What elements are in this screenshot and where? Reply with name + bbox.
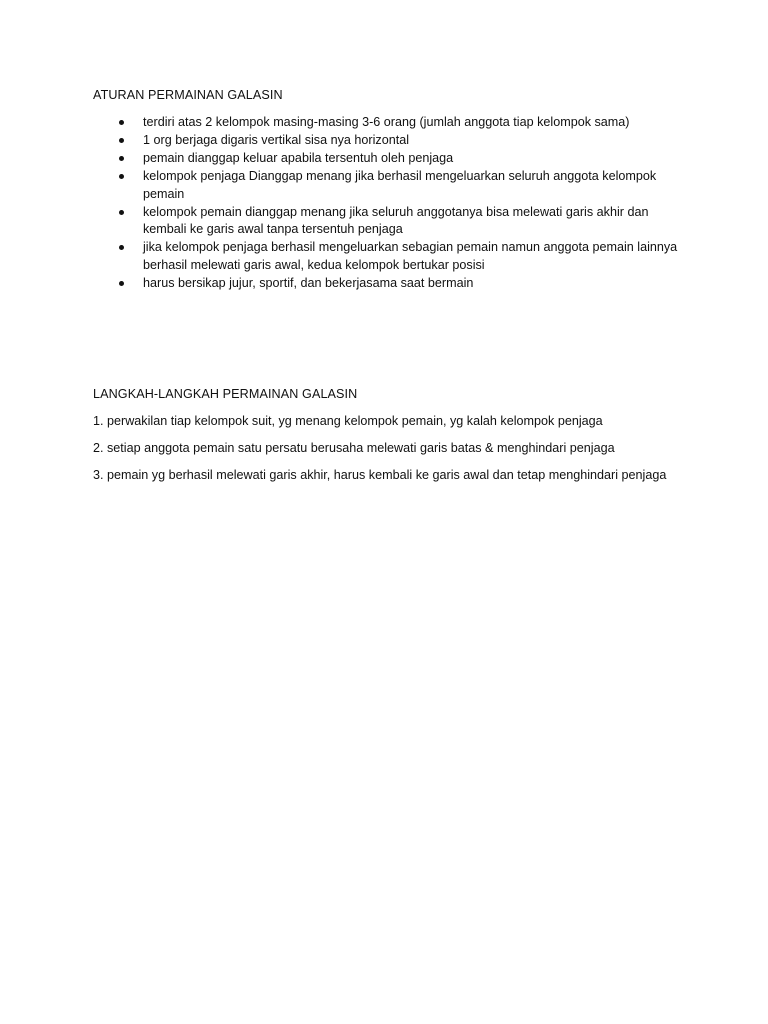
rule-text: terdiri atas 2 kelompok masing-masing 3-6 orang (jumlah anggota tiap kelompok sama)	[143, 115, 630, 129]
bullet-icon	[119, 138, 124, 143]
step-paragraph: 2. setiap anggota pemain satu persatu berusaha melewati garis batas & menghindari penjaga	[93, 441, 615, 455]
step-paragraph: 3. pemain yg berhasil melewati garis akhir, harus kembali ke garis awal dan tetap menghindari penjaga	[93, 468, 667, 482]
bullet-icon	[119, 245, 124, 250]
bullet-icon	[119, 210, 124, 215]
bullet-icon	[119, 281, 124, 286]
list-item	[93, 204, 693, 239]
rule-text: jika kelompok penjaga berhasil mengeluarkan sebagian pemain namun anggota pemain lainnya berhasil melewati garis awal, kedua kelompok bertukar posisi	[143, 240, 678, 272]
rules-list	[93, 114, 693, 293]
steps-heading: LANGKAH-LANGKAH PERMAINAN GALASIN	[93, 387, 358, 401]
rule-text: pemain dianggap keluar apabila tersentuh oleh penjaga	[143, 151, 454, 165]
list-item	[93, 239, 693, 274]
rule-text: 1 org berjaga digaris vertikal sisa nya horizontal	[143, 133, 410, 147]
rule-text: harus bersikap jujur, sportif, dan bekerjasama saat bermain	[143, 275, 474, 290]
list-item	[93, 114, 693, 132]
step-paragraph: 1. perwakilan tiap kelompok suit, yg menang kelompok pemain, yg kalah kelompok penjaga	[93, 414, 603, 428]
list-item	[93, 132, 693, 150]
bullet-icon	[119, 120, 124, 125]
list-item	[93, 150, 693, 168]
bullet-icon	[119, 156, 124, 161]
rule-text: kelompok penjaga Dianggap menang jika berhasil mengeluarkan seluruh anggota kelompok pemain	[143, 169, 657, 201]
list-item	[93, 168, 693, 203]
list-item	[93, 275, 693, 293]
rules-heading: ATURAN PERMAINAN GALASIN	[93, 88, 283, 102]
rule-text: kelompok pemain dianggap menang jika seluruh anggotanya bisa melewati garis akhir dan kembali ke garis awal tanpa tersentuh penjaga	[143, 204, 649, 236]
bullet-icon	[119, 174, 124, 179]
